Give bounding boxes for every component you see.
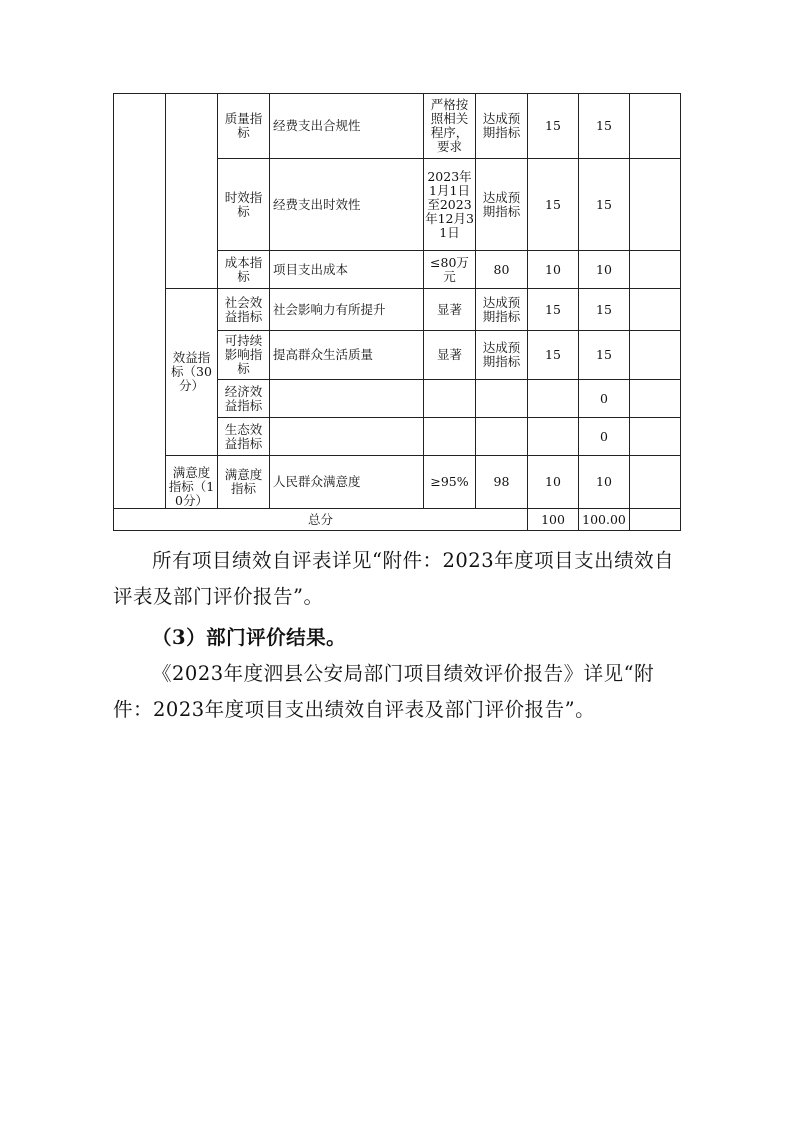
indicator-name-cell: [270, 418, 424, 456]
indicator-name-cell: 经费支出合规性: [270, 94, 424, 159]
score-cell: 15: [579, 94, 630, 159]
benefit-group-cell: 效益指标（30分）: [166, 289, 218, 456]
target-value-cell: 2023年1月1日至2023年12月31日: [424, 159, 476, 251]
sub-indicator-cell: 社会效益指标: [218, 289, 270, 331]
weight-cell: [528, 418, 579, 456]
sub-indicator-cell: 经济效益指标: [218, 380, 270, 418]
performance-table: [113, 93, 681, 531]
score-cell: 15: [579, 289, 630, 331]
weight-cell: 15: [528, 94, 579, 159]
weight-cell: 10: [528, 456, 579, 509]
note-cell: [630, 380, 681, 418]
score-cell: 15: [579, 331, 630, 380]
target-value-cell: [424, 418, 476, 456]
table-row: [114, 456, 681, 509]
indicator-name-cell: 项目支出成本: [270, 251, 424, 289]
actual-value-cell: [476, 380, 528, 418]
indicator-name-cell: 社会影响力有所提升: [270, 289, 424, 331]
score-cell: 0: [579, 380, 630, 418]
sub-indicator-cell: 质量指标: [218, 94, 270, 159]
target-value-cell: 显著: [424, 289, 476, 331]
indicator-name-cell: 经费支出时效性: [270, 159, 424, 251]
section-heading: （3）部门评价结果。: [152, 626, 347, 649]
weight-cell: 15: [528, 289, 579, 331]
note-cell: [630, 251, 681, 289]
paragraph-appendix-note: 所有项目绩效自评表详见“附件：2023年度项目支出绩效自评表及部门评价报告”。: [113, 549, 675, 608]
sub-indicator-cell: 满意度指标: [218, 456, 270, 509]
score-cell: 15: [579, 159, 630, 251]
total-row: [114, 509, 681, 531]
satisfaction-group-cell: 满意度指标（10分）: [166, 456, 218, 509]
output-group-cell: [166, 94, 218, 289]
weight-cell: 15: [528, 159, 579, 251]
indicator-name-cell: 人民群众满意度: [270, 456, 424, 509]
note-cell: [630, 289, 681, 331]
total-weight-cell: 100: [528, 509, 579, 531]
target-value-cell: [424, 380, 476, 418]
total-note-cell: [630, 509, 681, 531]
paragraph-evaluation-report: 《2023年度泗县公安局部门项目绩效评价报告》详见“附件：2023年度项目支出绩效自评表及部门评价报告”。: [113, 662, 655, 721]
actual-value-cell: 达成预期指标: [476, 159, 528, 251]
score-cell: 10: [579, 251, 630, 289]
sub-indicator-cell: 成本指标: [218, 251, 270, 289]
indicator-name-cell: [270, 380, 424, 418]
actual-value-cell: 达成预期指标: [476, 331, 528, 380]
total-score-cell: 100.00: [579, 509, 630, 531]
category-cell: [114, 94, 166, 509]
weight-cell: 15: [528, 331, 579, 380]
sub-indicator-cell: 可持续影响指标: [218, 331, 270, 380]
note-cell: [630, 331, 681, 380]
target-value-cell: 显著: [424, 331, 476, 380]
table-row: [114, 94, 681, 159]
actual-value-cell: 98: [476, 456, 528, 509]
note-cell: [630, 94, 681, 159]
indicator-name-cell: 提高群众生活质量: [270, 331, 424, 380]
score-cell: 10: [579, 456, 630, 509]
target-value-cell: 严格按照相关程序，要求: [424, 94, 476, 159]
note-cell: [630, 159, 681, 251]
table-row: [114, 289, 681, 331]
target-value-cell: ≤80万元: [424, 251, 476, 289]
target-value-cell: ≥95%: [424, 456, 476, 509]
sub-indicator-cell: 时效指标: [218, 159, 270, 251]
total-label-cell: 总分: [114, 509, 528, 531]
actual-value-cell: 达成预期指标: [476, 94, 528, 159]
note-cell: [630, 456, 681, 509]
sub-indicator-cell: 生态效益指标: [218, 418, 270, 456]
actual-value-cell: 达成预期指标: [476, 289, 528, 331]
weight-cell: [528, 380, 579, 418]
actual-value-cell: 80: [476, 251, 528, 289]
score-cell: 0: [579, 418, 630, 456]
actual-value-cell: [476, 418, 528, 456]
note-cell: [630, 418, 681, 456]
weight-cell: 10: [528, 251, 579, 289]
